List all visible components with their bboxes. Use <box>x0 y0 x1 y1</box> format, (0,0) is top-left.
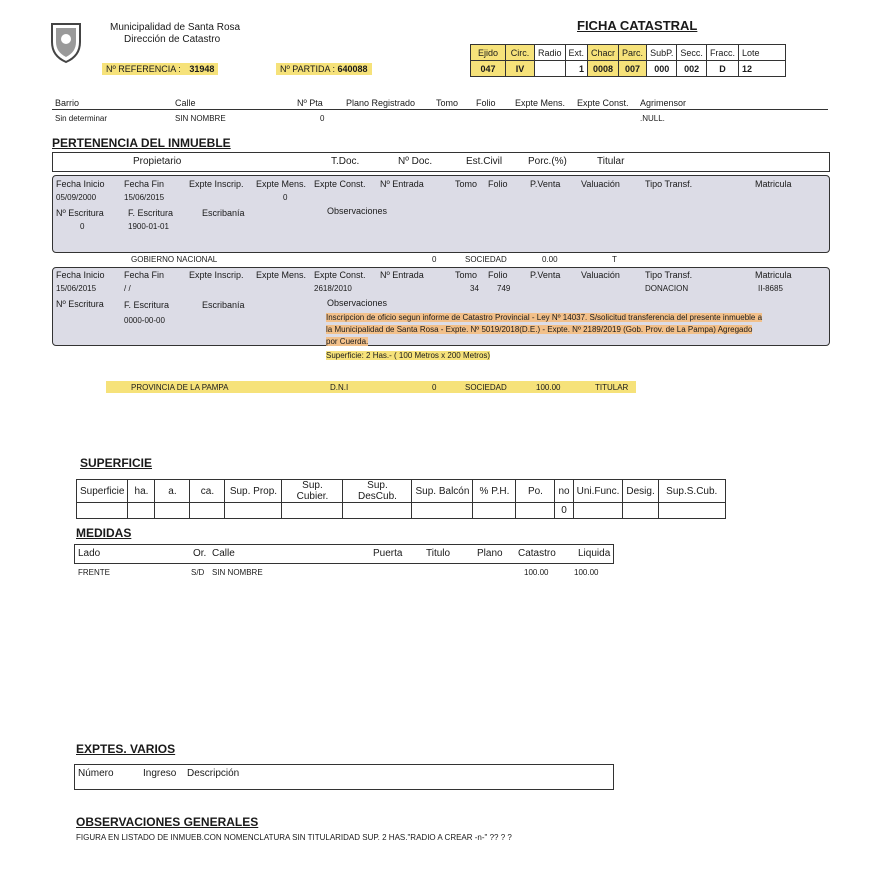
sup-cell <box>658 503 725 519</box>
sup-header: Uni.Func. <box>573 480 623 503</box>
col-ndoc: Nº Doc. <box>398 156 433 167</box>
exp-col-descripcion: Descripción <box>187 768 240 779</box>
cadastral-header: Ext. <box>565 45 588 61</box>
col-tomo: Tomo <box>436 98 459 108</box>
col-propietario: Propietario <box>133 156 182 167</box>
rh-expte-inscrip: Expte Inscrip. <box>189 179 244 189</box>
cadastral-header: Lote <box>738 45 785 61</box>
exp-col-ingreso: Ingreso <box>143 768 177 779</box>
med-liquida: 100.00 <box>574 568 599 577</box>
numero-value: 0 <box>320 114 325 123</box>
owner2-porc: 100.00 <box>536 383 561 392</box>
r1-fecha-inicio: 05/09/2000 <box>56 193 97 202</box>
r2-fecha-fin: / / <box>124 284 131 293</box>
r2-tomo: 34 <box>470 284 479 293</box>
cadastral-value: 000 <box>647 61 677 77</box>
col-folio: Folio <box>476 98 496 108</box>
sup-header: ha. <box>128 480 155 503</box>
owner2-doc: 0 <box>432 383 437 392</box>
rh-fecha-inicio: Fecha Inicio <box>56 179 105 189</box>
r2-observation-line-2: la Municipalidad de Santa Rosa - Expte. Nº 5019/2018(D.E.) - Expte. Nº 2189/2019 (Gob. Prov. de La Pampa) Agregado <box>326 325 753 334</box>
sup-header: Po. <box>516 480 555 503</box>
location-divider <box>52 109 828 110</box>
cadastral-value: 12 <box>738 61 785 77</box>
owner2-titular: TITULAR <box>595 383 629 392</box>
col-expte-mens: Expte Mens. <box>515 98 566 108</box>
referencia-label: Nº REFERENCIA : <box>106 64 181 74</box>
rh-expte-mens: Expte Mens. <box>256 179 307 189</box>
sup-header: Superficie <box>77 480 128 503</box>
barrio-value: Sin determinar <box>55 114 108 123</box>
partida-box <box>276 63 372 75</box>
col-tdoc: T.Doc. <box>331 156 360 167</box>
rh-folio: Folio <box>488 270 508 280</box>
rh-fecha-fin: Fecha Fin <box>124 179 165 189</box>
municipal-seal-logo <box>48 20 84 64</box>
r2-expte-const: 2618/2010 <box>314 284 352 293</box>
cadastral-header: Secc. <box>677 45 707 61</box>
cadastral-header: Radio <box>535 45 566 61</box>
rh-n-entrada: Nº Entrada <box>380 179 424 189</box>
sup-header: Desig. <box>623 480 658 503</box>
cadastral-header: Parc. <box>619 45 647 61</box>
cadastral-value: 007 <box>619 61 647 77</box>
sup-cell <box>343 503 412 519</box>
rh-fecha-fin: Fecha Fin <box>124 270 165 280</box>
observaciones-text: FIGURA EN LISTADO DE INMUEB.CON NOMENCLATURA SIN TITULARIDAD SUP. 2 HAS."RADIO A CREAR -n-" ?? ? ? <box>76 833 512 842</box>
sup-cell <box>516 503 555 519</box>
cadastral-value <box>535 61 566 77</box>
col-porc: Porc.(%) <box>528 156 567 167</box>
r2-observation-line-3: por Cuerda. <box>326 337 369 346</box>
rh2-observaciones: Observaciones <box>327 298 388 308</box>
rh2-escribania: Escribanía <box>202 300 245 310</box>
r2-fecha-inicio: 15/06/2015 <box>56 284 97 293</box>
col-barrio: Barrio <box>55 98 80 108</box>
cadastral-header: Fracc. <box>706 45 738 61</box>
med-catastro: 100.00 <box>524 568 549 577</box>
cadastral-header: Ejido <box>471 45 506 61</box>
med-col-plano: Plano <box>477 548 503 559</box>
rh-tomo: Tomo <box>455 270 478 280</box>
rh2-observaciones: Observaciones <box>327 206 388 216</box>
department-name: Dirección de Catastro <box>124 34 221 45</box>
rh-valuacion: Valuación <box>581 270 620 280</box>
med-lado: FRENTE <box>78 568 110 577</box>
owner1-name: GOBIERNO NACIONAL <box>131 255 218 264</box>
col-agrimensor: Agrimensor <box>640 98 687 108</box>
superficie-table <box>76 479 726 519</box>
referencia-label-box <box>102 63 218 75</box>
sup-header: Sup. Balcón <box>412 480 473 503</box>
med-col-titulo: Titulo <box>426 548 451 559</box>
sup-cell <box>573 503 623 519</box>
cadastral-value: D <box>706 61 738 77</box>
owner1-porc: 0.00 <box>542 255 558 264</box>
rh-matricula: Matricula <box>755 270 792 280</box>
rh2-n-escritura: Nº Escritura <box>56 299 104 309</box>
owner1-titular: T <box>612 255 617 264</box>
r1-f-escritura: 1900-01-01 <box>128 222 169 231</box>
col-estcivil: Est.Civil <box>466 156 503 167</box>
sup-header: ca. <box>190 480 225 503</box>
rh-n-entrada: Nº Entrada <box>380 270 424 280</box>
rh-fecha-inicio: Fecha Inicio <box>56 270 105 280</box>
med-col-liquida: Liquida <box>578 548 611 559</box>
sup-cell <box>412 503 473 519</box>
cadastral-value: 0008 <box>588 61 619 77</box>
calle-value: SIN NOMBRE <box>175 114 226 123</box>
owner2-estcivil: SOCIEDAD <box>465 383 507 392</box>
med-col-calle: Calle <box>212 548 235 559</box>
observaciones-title: OBSERVACIONES GENERALES <box>76 815 259 829</box>
exp-col-numero: Número <box>78 768 114 779</box>
sup-cell <box>77 503 128 519</box>
referencia-value: 31948 <box>189 64 215 74</box>
sup-header: % P.H. <box>473 480 516 503</box>
med-calle: SIN NOMBRE <box>212 568 263 577</box>
ficha-title: FICHA CATASTRAL <box>577 18 698 33</box>
rh-expte-inscrip: Expte Inscrip. <box>189 270 244 280</box>
col-numero: Nº Pta <box>297 98 323 108</box>
cadastral-header: SubP. <box>647 45 677 61</box>
sup-cell <box>155 503 190 519</box>
rh-expte-mens: Expte Mens. <box>256 270 307 280</box>
cadastral-table <box>470 44 786 77</box>
agrimensor-value: .NULL. <box>640 114 665 123</box>
owner2-name: PROVINCIA DE LA PAMPA <box>131 383 229 392</box>
r2-observation-line-1: Inscripcion de oficio segun informe de Catastro Provincial - Ley Nº 14037. S/solicitud transferencia del presente inmueble a <box>326 313 763 322</box>
sup-header: Sup. Prop. <box>225 480 282 503</box>
r2-folio: 749 <box>497 284 511 293</box>
cadastral-value: 1 <box>565 61 588 77</box>
sup-cell <box>623 503 658 519</box>
rh2-n-escritura: Nº Escritura <box>56 208 104 218</box>
rh-tomo: Tomo <box>455 179 478 189</box>
pertenencia-title: PERTENENCIA DEL INMUEBLE <box>52 136 231 150</box>
col-titular: Titular <box>597 156 625 167</box>
sup-cell <box>473 503 516 519</box>
rh-pventa: P.Venta <box>530 270 561 280</box>
r2-f-escritura: 0000-00-00 <box>124 316 165 325</box>
owner1-doc: 0 <box>432 255 437 264</box>
r2-matricula: II-8685 <box>758 284 783 293</box>
rh-matricula: Matricula <box>755 179 792 189</box>
med-or: S/D <box>191 568 205 577</box>
sup-cell <box>225 503 282 519</box>
rh-expte-const: Expte Const. <box>314 270 366 280</box>
medidas-title: MEDIDAS <box>76 526 132 540</box>
sup-cell <box>190 503 225 519</box>
rh2-f-escritura: F. Escritura <box>124 300 170 310</box>
rh-tipo-transf: Tipo Transf. <box>645 270 693 280</box>
sup-header: Sup.S.Cub. <box>658 480 725 503</box>
r2-tipo-transf: DONACION <box>645 284 689 293</box>
superficie-title: SUPERFICIE <box>80 456 153 470</box>
sup-header: no <box>555 480 573 503</box>
rh2-f-escritura: F. Escritura <box>128 208 174 218</box>
rh-folio: Folio <box>488 179 508 189</box>
cadastral-value: 002 <box>677 61 707 77</box>
sup-cell <box>128 503 155 519</box>
rh2-escribania: Escribanía <box>202 208 245 218</box>
col-plano: Plano Registrado <box>346 98 416 108</box>
cadastral-value: IV <box>506 61 535 77</box>
partida-value: 640088 <box>337 64 368 74</box>
r2-observation-line-4: Superficie: 2 Has.- ( 100 Metros x 200 Metros) <box>326 351 491 360</box>
med-col-or: Or. <box>193 548 207 559</box>
sup-cell <box>282 503 343 519</box>
r1-expte-mens: 0 <box>283 193 288 202</box>
partida-label: Nº PARTIDA : <box>280 64 335 74</box>
cadastral-header: Chacr <box>588 45 619 61</box>
sup-header: Sup. DesCub. <box>343 480 412 503</box>
med-col-puerta: Puerta <box>373 548 403 559</box>
sup-cell: 0 <box>555 503 573 519</box>
rh-pventa: P.Venta <box>530 179 561 189</box>
municipality-name: Municipalidad de Santa Rosa <box>110 22 241 33</box>
exptes-title: EXPTES. VARIOS <box>76 742 176 756</box>
r1-fecha-fin: 15/06/2015 <box>124 193 165 202</box>
rh-expte-const: Expte Const. <box>314 179 366 189</box>
cadastral-header: Circ. <box>506 45 535 61</box>
owner1-estcivil: SOCIEDAD <box>465 255 507 264</box>
r1-n-escritura: 0 <box>80 222 85 231</box>
rh-valuacion: Valuación <box>581 179 620 189</box>
col-expte-const: Expte Const. <box>577 98 629 108</box>
med-col-lado: Lado <box>78 548 101 559</box>
med-col-catastro: Catastro <box>518 548 556 559</box>
rh-tipo-transf: Tipo Transf. <box>645 179 693 189</box>
cadastral-value: 047 <box>471 61 506 77</box>
owner2-tdoc: D.N.I <box>330 383 349 392</box>
col-calle: Calle <box>175 98 196 108</box>
sup-header: a. <box>155 480 190 503</box>
sup-header: Sup. Cubier. <box>282 480 343 503</box>
